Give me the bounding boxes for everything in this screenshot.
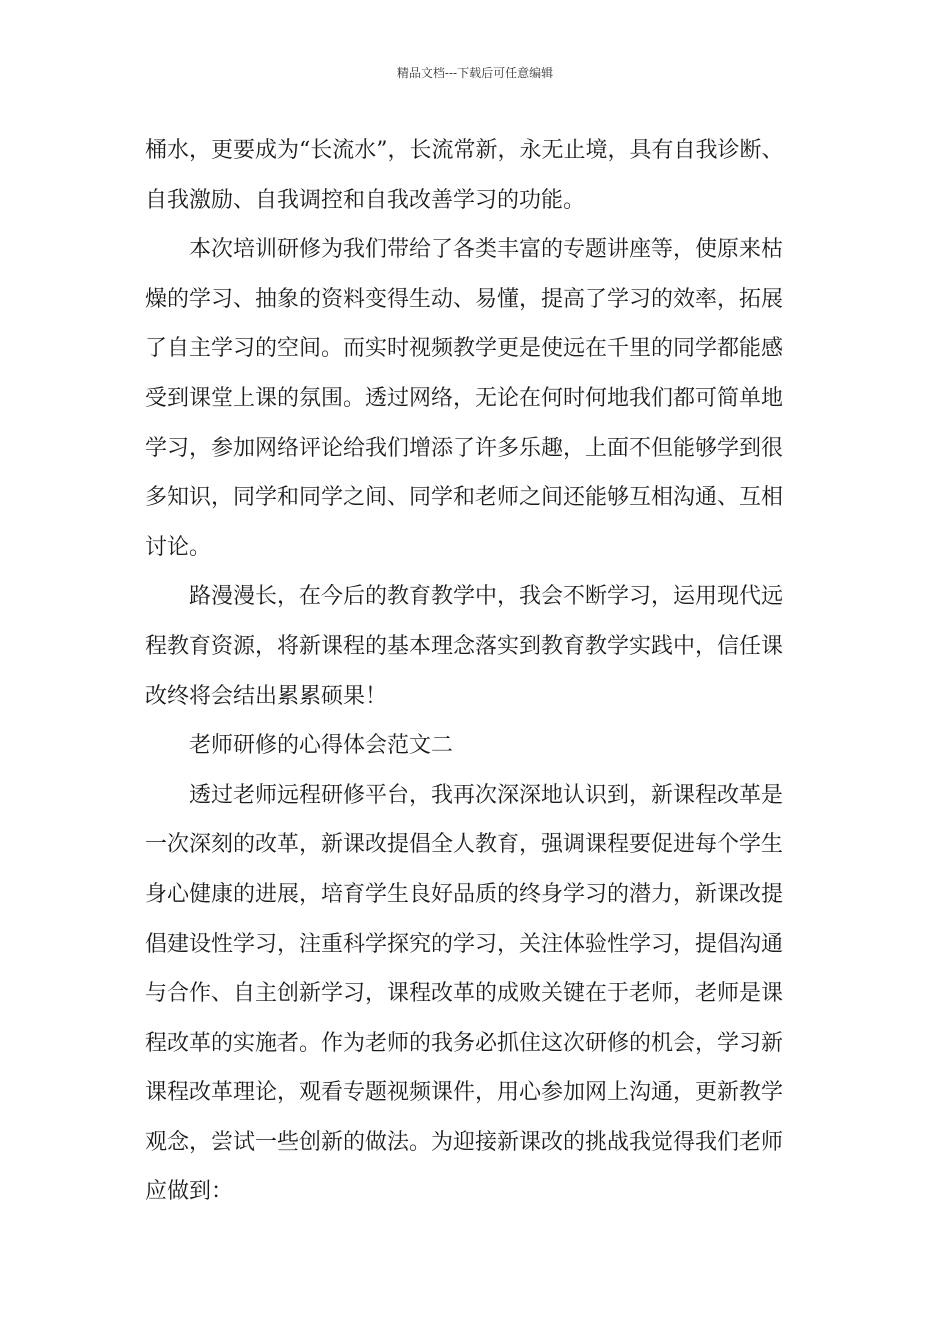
text-line: 程教育资源，将新课程的基本理念落实到教育教学实践中，信任课 xyxy=(145,633,784,659)
text-line: 观念，尝试一些创新的做法。为迎接新课改的挑战我觉得我们老师 xyxy=(145,1129,784,1155)
text-line: 改终将会结出累累硕果！ xyxy=(145,683,388,709)
text-line: 多知识，同学和同学之间、同学和老师之间还能够互相沟通、互相 xyxy=(145,485,784,511)
text-line: 讨论。 xyxy=(145,534,212,560)
text-line: 与合作、自主创新学习，课程改革的成败关键在于老师，老师是课 xyxy=(145,981,784,1007)
text-line: 应做到： xyxy=(145,1179,234,1205)
text-line: 倡建设性学习，注重科学探究的学习，关注体验性学习，提倡沟通 xyxy=(145,931,784,957)
section-heading: 老师研修的心得体会范文二 xyxy=(189,733,454,759)
text-line: 学习，参加网络评论给我们增添了许多乐趣，上面不但能够学到很 xyxy=(145,435,784,461)
text-line: 了自主学习的空间。而实时视频教学更是使远在千里的同学都能感 xyxy=(145,336,784,362)
text-line: 程改革的实施者。作为老师的我务必抓住这次研修的机会，学习新 xyxy=(145,1030,784,1056)
text-line: 透过老师远程研修平台，我再次深深地认识到，新课程改革是 xyxy=(189,782,784,808)
text-line: 桶水，更要成为“长流水”，长流常新，永无止境，具有自我诊断、 xyxy=(145,138,784,163)
text-line: 燥的学习、抽象的资料变得生动、易懂，提高了学习的效率，拓展 xyxy=(145,286,784,312)
text-line: 路漫漫长，在今后的教育教学中，我会不断学习，运用现代远 xyxy=(189,584,784,610)
text-line: 一次深刻的改革，新课改提倡全人教育，强调课程要促进每个学生 xyxy=(145,832,784,858)
document-body xyxy=(145,126,810,1217)
text-line: 本次培训研修为我们带给了各类丰富的专题讲座等，使原来枯 xyxy=(189,237,784,263)
page-header: 精品文档---下载后可任意编辑 xyxy=(396,66,554,80)
text-line: 课程改革理论，观看专题视频课件，用心参加网上沟通，更新教学 xyxy=(145,1080,784,1106)
text-line: 自我激励、自我调控和自我改善学习的功能。 xyxy=(145,187,586,213)
text-line: 受到课堂上课的氛围。透过网络，无论在何时何地我们都可简单地 xyxy=(145,385,784,411)
text-line: 身心健康的进展，培育学生良好品质的终身学习的潜力，新课改提 xyxy=(145,881,784,907)
